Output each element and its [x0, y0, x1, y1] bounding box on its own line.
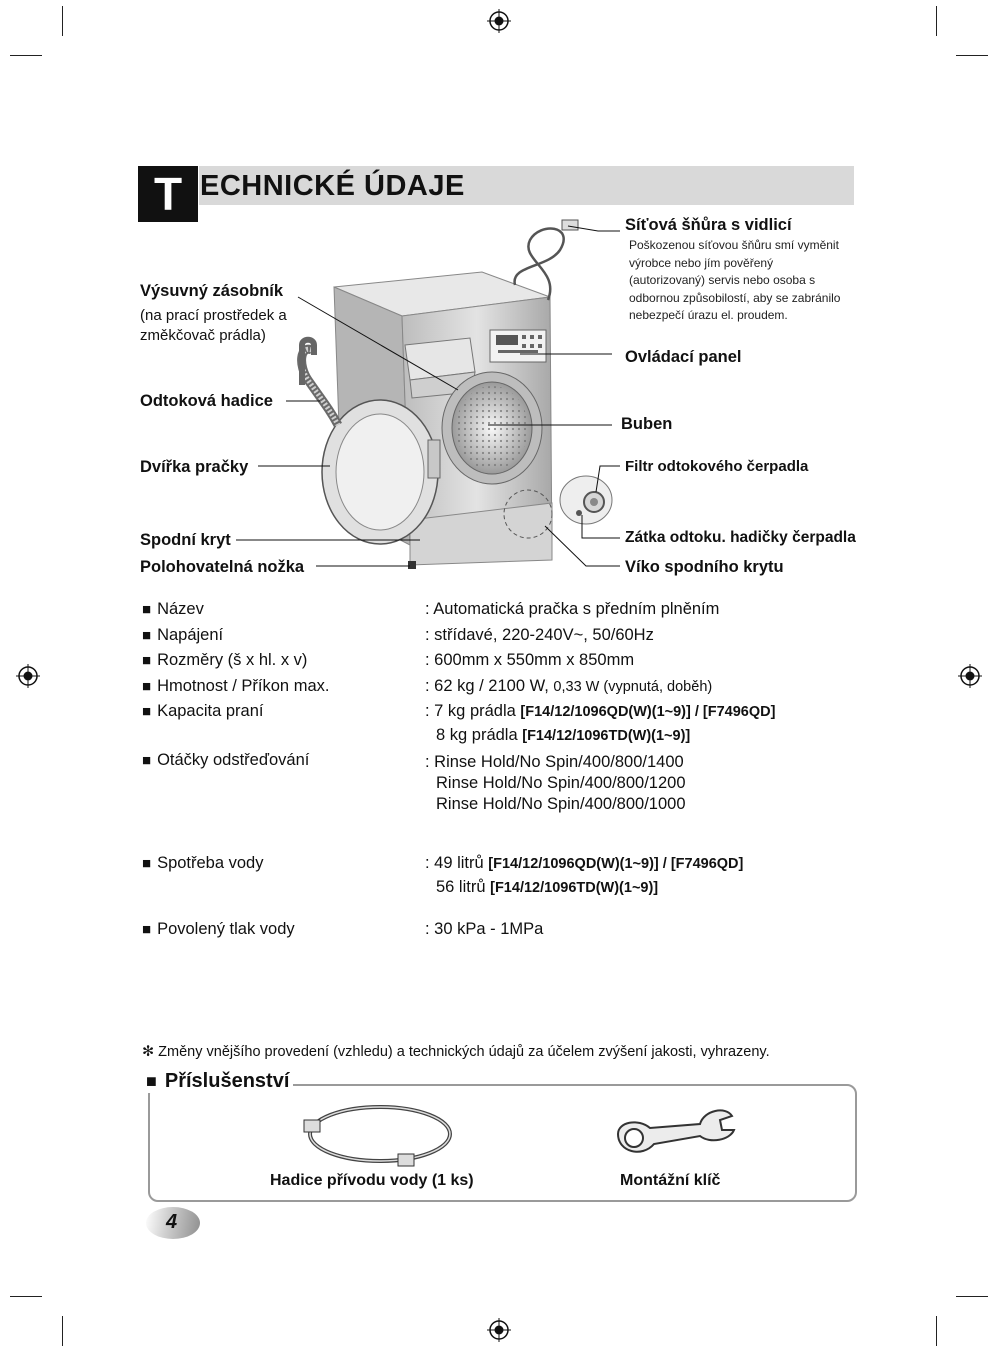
crop-mark: [62, 1316, 63, 1346]
registration-mark-icon: [16, 664, 40, 688]
registration-mark-icon: [958, 664, 982, 688]
crop-mark: [936, 6, 937, 36]
drawer-sublabel-line: (na prací prostředek a: [140, 307, 287, 324]
spec-row: [142, 600, 204, 619]
registration-mark-icon: [487, 1318, 511, 1342]
pump-filter-label: Filtr odtokového čerpadla: [625, 458, 809, 475]
drawer-sublabel: [140, 306, 287, 346]
crop-mark: [10, 1296, 42, 1297]
bottom-cover-lid-label: Víko spodního krytu: [625, 558, 784, 576]
power-cord-note-line: Poškozenou síťovou šňůru smí vyměnit: [629, 238, 839, 252]
crop-mark: [956, 1296, 988, 1297]
spec-value-text: : 7 kg prádla: [425, 702, 516, 720]
spec-row: [142, 626, 223, 645]
spec-label: ■ Kapacita praní: [142, 702, 263, 721]
spec-value: [436, 878, 658, 897]
wrench-icon: [600, 1100, 740, 1166]
control-panel-label: Ovládací panel: [625, 348, 742, 366]
spec-row: [142, 854, 263, 873]
spec-label: ■ Povolený tlak vody: [142, 920, 295, 939]
model-codes: [F14/12/1096TD(W)(1~9)]: [522, 728, 691, 744]
spec-value: : Rinse Hold/No Spin/400/800/1400: [425, 753, 684, 771]
drain-plug-label: Zátka odtoku. hadičky čerpadla: [625, 529, 856, 546]
spec-value: Rinse Hold/No Spin/400/800/1200: [436, 774, 686, 792]
spec-value-text: : 62 kg / 2100 W,: [425, 677, 549, 695]
model-codes: [F14/12/1096TD(W)(1~9)]: [490, 880, 659, 896]
spec-value-text: 8 kg prádla: [436, 726, 518, 744]
leveling-foot-label: Polohovatelná nožka: [140, 558, 305, 576]
crop-mark: [936, 1316, 937, 1346]
spec-value: : střídavé, 220-240V~, 50/60Hz: [425, 626, 654, 644]
spec-label: ■ Hmotnost / Příkon max.: [142, 677, 329, 696]
power-cord-note-line: (autorizovaný) servis nebo osoba s: [629, 273, 816, 287]
page-number: 4: [166, 1211, 178, 1233]
crop-mark: [956, 55, 988, 56]
spec-value-text: 56 litrů: [436, 878, 486, 896]
spec-value: [425, 702, 775, 721]
page-title: ECHNICKÉ ÚDAJE: [200, 170, 465, 202]
drain-hose-label: Odtoková hadice: [140, 392, 273, 410]
spec-label: ■ Napájení: [142, 626, 223, 645]
power-cord-note-line: výrobce nebo jím pověřený: [629, 255, 774, 270]
water-hose-icon: [300, 1092, 460, 1172]
power-cord-label: Síťová šňůra s vidlicí: [625, 216, 792, 234]
spec-value: [425, 677, 712, 696]
spec-row: [142, 677, 329, 696]
spec-value: : 30 kPa - 1MPa: [425, 920, 544, 938]
accessory-wrench-label: Montážní klíč: [620, 1172, 721, 1189]
spec-row: [142, 702, 263, 721]
crop-mark: [10, 55, 42, 56]
bottom-cover-label: Spodní kryt: [140, 531, 231, 549]
spec-value: : 600mm x 550mm x 850mm: [425, 651, 635, 669]
footnote: ✻ Změny vnějšího provedení (vzhledu) a technických údajů za účelem zvýšení jakosti, vyhrazeny.: [142, 1044, 770, 1060]
power-cord-note-line: nebezpečí úrazu el. proudem.: [629, 308, 788, 322]
spec-value: : Automatická pračka s předním plněním: [425, 600, 720, 618]
crop-mark: [62, 6, 63, 36]
model-codes: [F14/12/1096QD(W)(1~9)] / [F7496QD]: [520, 704, 776, 720]
title-initial: T: [138, 166, 198, 222]
power-cord-note: [629, 237, 840, 325]
spec-label: ■ Název: [142, 600, 204, 619]
spec-label: ■ Rozměry (š x hl. x v): [142, 651, 307, 670]
spec-row: [142, 920, 295, 939]
spec-row: [142, 651, 307, 670]
accessory-hose-label: Hadice přívodu vody (1 ks): [270, 1172, 474, 1189]
spec-value-text: : 49 litrů: [425, 854, 484, 872]
drawer-sublabel-line: změkčovač prádla): [140, 327, 266, 344]
spec-value: Rinse Hold/No Spin/400/800/1000: [436, 795, 686, 813]
spec-label: ■ Otáčky odstřeďování: [142, 751, 309, 770]
spec-value: [425, 854, 743, 873]
drawer-label: Výsuvný zásobník: [140, 282, 284, 300]
page-number-badge: [140, 1207, 200, 1241]
model-codes: [F14/12/1096QD(W)(1~9)] / [F7496QD]: [488, 856, 744, 872]
spec-value-small: 0,33 W (vypnutá, doběh): [553, 679, 713, 695]
drum-label: Buben: [621, 415, 673, 433]
spec-value: [436, 726, 690, 745]
accessories-title: ■ Příslušenství: [142, 1070, 293, 1093]
spec-label: ■ Spotřeba vody: [142, 854, 263, 873]
power-cord-note-line: odbornou způsobilostí, aby se zabránilo: [629, 290, 841, 305]
accessories-box: [148, 1084, 857, 1202]
registration-mark-icon: [487, 9, 511, 33]
door-label: Dvířka pračky: [140, 458, 249, 476]
spec-row: [142, 751, 309, 770]
